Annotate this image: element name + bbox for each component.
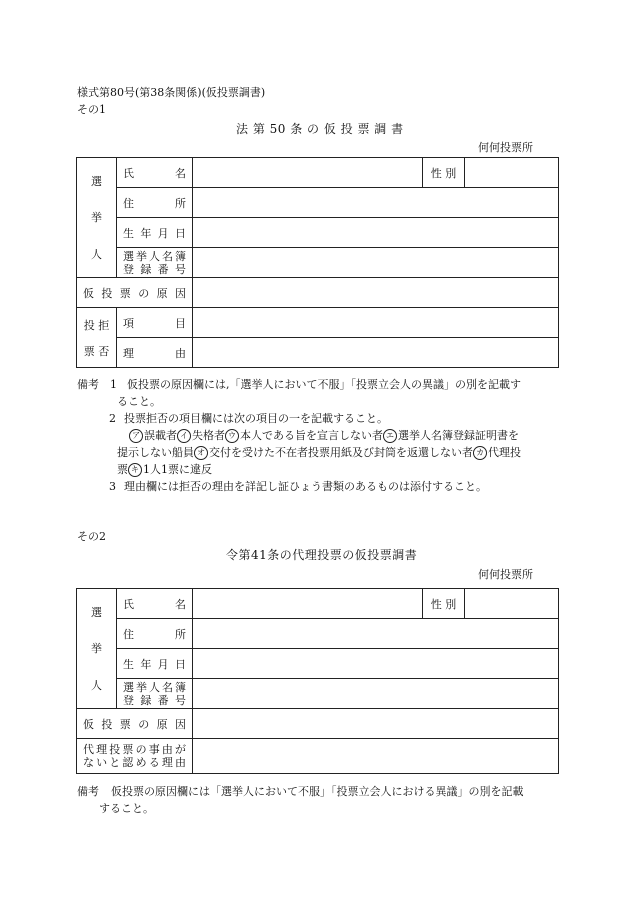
register-number-field-2[interactable] [193, 679, 559, 709]
circled-ki: キ [128, 463, 142, 477]
cause-field[interactable] [193, 338, 559, 368]
proxy-reason-field[interactable] [193, 739, 559, 774]
name-label: 氏 名 [117, 158, 193, 188]
voter-group-label-2: 選 挙 人 [77, 589, 117, 709]
name-field-2[interactable] [193, 589, 423, 619]
sex-field-2[interactable] [465, 589, 559, 619]
address-label: 住 所 [117, 188, 193, 218]
address-field[interactable] [193, 188, 559, 218]
notes1: 備考 1 仮投票の原因欄には,「選挙人において不服」「投票立会人の異議」の別を記載す ること。 2 投票拒否の項目欄には次の項目の一を記載すること。 ア 誤載者 イ 失格者 ウ 本人である旨を宣言しない者 エ 選挙人名簿登録証明書を 提示しない船員 オ 交付を受けた不在者投票用紙及び封筒を返還しない者 カ 代理投 票 キ 1人1票に違反 3 理由欄には拒否の理由を詳記し証ひょう書類のあるものは添付すること。 [77, 378, 521, 493]
item-label: 項 目 [117, 308, 193, 338]
dob-field[interactable] [193, 218, 559, 248]
form1-title: 法 第 50 条 の 仮 投 票 調 書 [236, 122, 404, 136]
address-label-2: 住 所 [117, 619, 193, 649]
form1-table [76, 157, 559, 368]
item-field[interactable] [193, 308, 559, 338]
part-2-label: その2 [77, 530, 106, 543]
dob-field-2[interactable] [193, 649, 559, 679]
dob-label: 生 年 月 日 [117, 218, 193, 248]
sex-field[interactable] [465, 158, 559, 188]
form2-title: 令第41条の代理投票の仮投票調書 [226, 548, 418, 562]
address-field-2[interactable] [193, 619, 559, 649]
refusal-group-label: 投 拒 票 否 [77, 308, 117, 368]
form-number-line: 様式第80号(第38条関係)(仮投票調書) [77, 86, 266, 99]
reason-field[interactable] [193, 278, 559, 308]
voter-group-label: 選 挙 人 [77, 158, 117, 278]
notes2: 備考 仮投票の原因欄には「選挙人において不服」「投票立会人における異議」の別を記載 すること。 [77, 785, 524, 815]
name-label-2: 氏 名 [117, 589, 193, 619]
circled-o: オ [194, 446, 208, 460]
sex-label: 性 別 [423, 158, 465, 188]
part-1-label: その1 [77, 103, 106, 116]
form2-polling-place: 何何投票所 [478, 568, 533, 581]
dob-label-2: 生 年 月 日 [117, 649, 193, 679]
reason-field-2[interactable] [193, 709, 559, 739]
register-number-field[interactable] [193, 248, 559, 278]
circled-i: イ [177, 429, 191, 443]
cause-label: 理 由 [117, 338, 193, 368]
reason-label: 仮 投 票 の 原 因 [77, 278, 193, 308]
form1-polling-place: 何何投票所 [478, 141, 533, 154]
name-field[interactable] [193, 158, 423, 188]
sex-label-2: 性 別 [423, 589, 465, 619]
circled-u: ウ [225, 429, 239, 443]
form2-table [76, 588, 559, 774]
register-number-label: 選挙人名簿 登 録 番 号 [117, 248, 193, 278]
circled-ka: カ [473, 446, 487, 460]
reason-label-2: 仮 投 票 の 原 因 [77, 709, 193, 739]
register-number-label-2: 選挙人名簿 登 録 番 号 [117, 679, 193, 709]
circled-e: エ [383, 429, 397, 443]
proxy-reason-label: 代理投票の事由が ないと認める理由 [77, 739, 193, 774]
circled-a: ア [129, 429, 143, 443]
